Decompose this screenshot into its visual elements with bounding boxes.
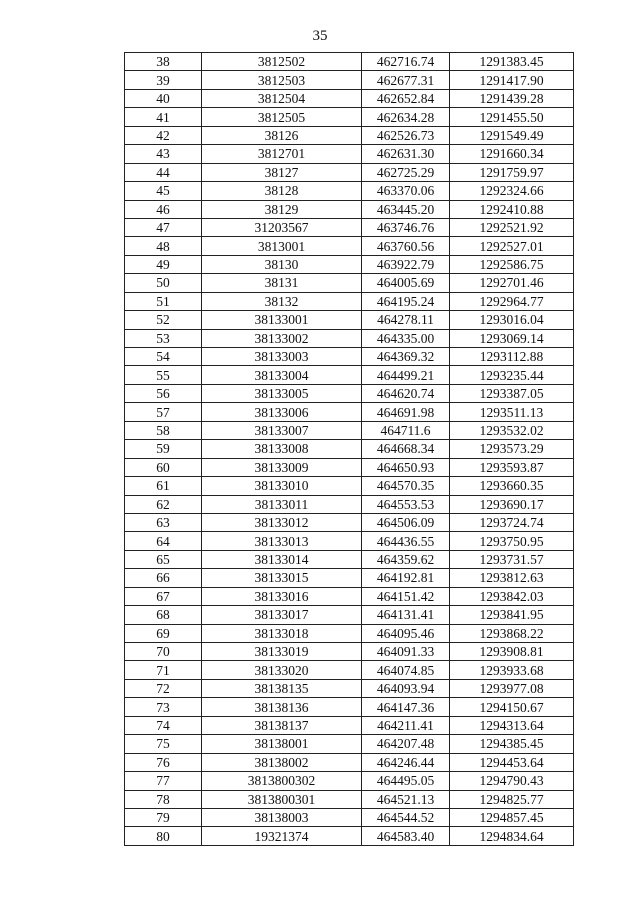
- y-coordinate-cell: 1293841.95: [450, 606, 574, 624]
- point-id-cell: 19321374: [202, 827, 362, 845]
- y-coordinate-cell: 1293016.04: [450, 311, 574, 329]
- x-coordinate-cell: 463746.76: [362, 218, 450, 236]
- table-row: [125, 182, 574, 200]
- row-number-cell: 45: [125, 182, 202, 200]
- y-coordinate-cell: 1291383.45: [450, 53, 574, 71]
- table-row: [125, 218, 574, 236]
- row-number-cell: 78: [125, 790, 202, 808]
- point-id-cell: 38133015: [202, 569, 362, 587]
- point-id-cell: 38133010: [202, 477, 362, 495]
- y-coordinate-cell: 1292527.01: [450, 237, 574, 255]
- point-id-cell: 38133004: [202, 366, 362, 384]
- table-row: [125, 513, 574, 531]
- row-number-cell: 43: [125, 145, 202, 163]
- x-coordinate-cell: 462716.74: [362, 53, 450, 71]
- x-coordinate-cell: 464436.55: [362, 532, 450, 550]
- table-row: [125, 329, 574, 347]
- x-coordinate-cell: 464495.05: [362, 772, 450, 790]
- point-id-cell: 38128: [202, 182, 362, 200]
- y-coordinate-cell: 1291660.34: [450, 145, 574, 163]
- y-coordinate-cell: 1294453.64: [450, 753, 574, 771]
- y-coordinate-cell: 1292701.46: [450, 274, 574, 292]
- table-row: [125, 348, 574, 366]
- row-number-cell: 55: [125, 366, 202, 384]
- y-coordinate-cell: 1292521.92: [450, 218, 574, 236]
- point-id-cell: 3812701: [202, 145, 362, 163]
- table-row: [125, 421, 574, 439]
- point-id-cell: 38133019: [202, 643, 362, 661]
- point-id-cell: 38131: [202, 274, 362, 292]
- y-coordinate-cell: 1293908.81: [450, 643, 574, 661]
- table-row: [125, 384, 574, 402]
- x-coordinate-cell: 464192.81: [362, 569, 450, 587]
- row-number-cell: 61: [125, 477, 202, 495]
- y-coordinate-cell: 1294790.43: [450, 772, 574, 790]
- point-id-cell: 31203567: [202, 218, 362, 236]
- y-coordinate-cell: 1293842.03: [450, 587, 574, 605]
- row-number-cell: 68: [125, 606, 202, 624]
- table-row: [125, 89, 574, 107]
- row-number-cell: 80: [125, 827, 202, 845]
- x-coordinate-cell: 464711.6: [362, 421, 450, 439]
- point-id-cell: 38133005: [202, 384, 362, 402]
- y-coordinate-cell: 1293933.68: [450, 661, 574, 679]
- x-coordinate-cell: 462634.28: [362, 108, 450, 126]
- x-coordinate-cell: 464335.00: [362, 329, 450, 347]
- y-coordinate-cell: 1293593.87: [450, 458, 574, 476]
- point-id-cell: 38133017: [202, 606, 362, 624]
- x-coordinate-cell: 464278.11: [362, 311, 450, 329]
- table-row: [125, 772, 574, 790]
- y-coordinate-cell: 1293812.63: [450, 569, 574, 587]
- row-number-cell: 46: [125, 200, 202, 218]
- y-coordinate-cell: 1293977.08: [450, 679, 574, 697]
- page-number: 35: [312, 28, 328, 44]
- coordinates-table: [124, 52, 574, 846]
- y-coordinate-cell: 1294857.45: [450, 808, 574, 826]
- table-row: [125, 366, 574, 384]
- row-number-cell: 73: [125, 698, 202, 716]
- x-coordinate-cell: 464691.98: [362, 403, 450, 421]
- y-coordinate-cell: 1293731.57: [450, 550, 574, 568]
- x-coordinate-cell: 463445.20: [362, 200, 450, 218]
- y-coordinate-cell: 1292586.75: [450, 255, 574, 273]
- table-row: [125, 53, 574, 71]
- table-row: [125, 753, 574, 771]
- point-id-cell: 38138001: [202, 735, 362, 753]
- y-coordinate-cell: 1294834.64: [450, 827, 574, 845]
- point-id-cell: 38127: [202, 163, 362, 181]
- row-number-cell: 74: [125, 716, 202, 734]
- row-number-cell: 72: [125, 679, 202, 697]
- y-coordinate-cell: 1291759.97: [450, 163, 574, 181]
- row-number-cell: 51: [125, 292, 202, 310]
- point-id-cell: 3812503: [202, 71, 362, 89]
- row-number-cell: 67: [125, 587, 202, 605]
- table-row: [125, 790, 574, 808]
- x-coordinate-cell: 464499.21: [362, 366, 450, 384]
- table-row: [125, 71, 574, 89]
- row-number-cell: 47: [125, 218, 202, 236]
- row-number-cell: 63: [125, 513, 202, 531]
- table-row: [125, 808, 574, 826]
- table-row: [125, 550, 574, 568]
- table-row: [125, 624, 574, 642]
- row-number-cell: 66: [125, 569, 202, 587]
- x-coordinate-cell: 464668.34: [362, 440, 450, 458]
- y-coordinate-cell: 1291417.90: [450, 71, 574, 89]
- table-row: [125, 311, 574, 329]
- y-coordinate-cell: 1294313.64: [450, 716, 574, 734]
- y-coordinate-cell: 1294825.77: [450, 790, 574, 808]
- point-id-cell: 38133014: [202, 550, 362, 568]
- y-coordinate-cell: 1291455.50: [450, 108, 574, 126]
- point-id-cell: 38133011: [202, 495, 362, 513]
- x-coordinate-cell: 464005.69: [362, 274, 450, 292]
- row-number-cell: 64: [125, 532, 202, 550]
- y-coordinate-cell: 1293532.02: [450, 421, 574, 439]
- row-number-cell: 76: [125, 753, 202, 771]
- x-coordinate-cell: 464583.40: [362, 827, 450, 845]
- y-coordinate-cell: 1293660.35: [450, 477, 574, 495]
- x-coordinate-cell: 462631.30: [362, 145, 450, 163]
- point-id-cell: 38138136: [202, 698, 362, 716]
- x-coordinate-cell: 464359.62: [362, 550, 450, 568]
- point-id-cell: 3812504: [202, 89, 362, 107]
- row-number-cell: 54: [125, 348, 202, 366]
- x-coordinate-cell: 464131.41: [362, 606, 450, 624]
- row-number-cell: 41: [125, 108, 202, 126]
- row-number-cell: 60: [125, 458, 202, 476]
- table-row: [125, 643, 574, 661]
- point-id-cell: 38126: [202, 126, 362, 144]
- y-coordinate-cell: 1293724.74: [450, 513, 574, 531]
- point-id-cell: 38133007: [202, 421, 362, 439]
- row-number-cell: 49: [125, 255, 202, 273]
- x-coordinate-cell: 463922.79: [362, 255, 450, 273]
- row-number-cell: 70: [125, 643, 202, 661]
- row-number-cell: 52: [125, 311, 202, 329]
- row-number-cell: 38: [125, 53, 202, 71]
- x-coordinate-cell: 464521.13: [362, 790, 450, 808]
- x-coordinate-cell: 463370.06: [362, 182, 450, 200]
- y-coordinate-cell: 1293750.95: [450, 532, 574, 550]
- x-coordinate-cell: 464147.36: [362, 698, 450, 716]
- x-coordinate-cell: 464620.74: [362, 384, 450, 402]
- y-coordinate-cell: 1293387.05: [450, 384, 574, 402]
- point-id-cell: 38133009: [202, 458, 362, 476]
- x-coordinate-cell: 462526.73: [362, 126, 450, 144]
- table-row: [125, 126, 574, 144]
- table-row: [125, 292, 574, 310]
- table-row: [125, 661, 574, 679]
- y-coordinate-cell: 1292324.66: [450, 182, 574, 200]
- point-id-cell: 3813800302: [202, 772, 362, 790]
- x-coordinate-cell: 464369.32: [362, 348, 450, 366]
- x-coordinate-cell: 464553.53: [362, 495, 450, 513]
- y-coordinate-cell: 1293690.17: [450, 495, 574, 513]
- row-number-cell: 57: [125, 403, 202, 421]
- y-coordinate-cell: 1292964.77: [450, 292, 574, 310]
- y-coordinate-cell: 1293112.88: [450, 348, 574, 366]
- table-row: [125, 255, 574, 273]
- table-row: [125, 606, 574, 624]
- point-id-cell: 38133018: [202, 624, 362, 642]
- point-id-cell: 38133020: [202, 661, 362, 679]
- table-row: [125, 108, 574, 126]
- table-row: [125, 569, 574, 587]
- row-number-cell: 48: [125, 237, 202, 255]
- table-row: [125, 827, 574, 845]
- x-coordinate-cell: 464506.09: [362, 513, 450, 531]
- x-coordinate-cell: 464207.48: [362, 735, 450, 753]
- point-id-cell: 38133003: [202, 348, 362, 366]
- point-id-cell: 38133002: [202, 329, 362, 347]
- table-row: [125, 735, 574, 753]
- row-number-cell: 77: [125, 772, 202, 790]
- table-row: [125, 403, 574, 421]
- row-number-cell: 65: [125, 550, 202, 568]
- table-row: [125, 458, 574, 476]
- y-coordinate-cell: 1293868.22: [450, 624, 574, 642]
- x-coordinate-cell: 464093.94: [362, 679, 450, 697]
- row-number-cell: 40: [125, 89, 202, 107]
- point-id-cell: 3812505: [202, 108, 362, 126]
- y-coordinate-cell: 1294150.67: [450, 698, 574, 716]
- point-id-cell: 38133006: [202, 403, 362, 421]
- y-coordinate-cell: 1293511.13: [450, 403, 574, 421]
- row-number-cell: 69: [125, 624, 202, 642]
- x-coordinate-cell: 462652.84: [362, 89, 450, 107]
- row-number-cell: 56: [125, 384, 202, 402]
- x-coordinate-cell: 464074.85: [362, 661, 450, 679]
- point-id-cell: 3813800301: [202, 790, 362, 808]
- x-coordinate-cell: 464246.44: [362, 753, 450, 771]
- row-number-cell: 39: [125, 71, 202, 89]
- table-row: [125, 495, 574, 513]
- table-row: [125, 477, 574, 495]
- row-number-cell: 53: [125, 329, 202, 347]
- y-coordinate-cell: 1293069.14: [450, 329, 574, 347]
- x-coordinate-cell: 462677.31: [362, 71, 450, 89]
- row-number-cell: 42: [125, 126, 202, 144]
- x-coordinate-cell: 464095.46: [362, 624, 450, 642]
- point-id-cell: 3812502: [202, 53, 362, 71]
- table-row: [125, 200, 574, 218]
- x-coordinate-cell: 464211.41: [362, 716, 450, 734]
- row-number-cell: 44: [125, 163, 202, 181]
- table-row: [125, 698, 574, 716]
- point-id-cell: 38132: [202, 292, 362, 310]
- point-id-cell: 38133013: [202, 532, 362, 550]
- row-number-cell: 71: [125, 661, 202, 679]
- x-coordinate-cell: 464195.24: [362, 292, 450, 310]
- table-row: [125, 237, 574, 255]
- x-coordinate-cell: 464091.33: [362, 643, 450, 661]
- table-row: [125, 440, 574, 458]
- y-coordinate-cell: 1293235.44: [450, 366, 574, 384]
- table-row: [125, 716, 574, 734]
- point-id-cell: 38138003: [202, 808, 362, 826]
- x-coordinate-cell: 464650.93: [362, 458, 450, 476]
- x-coordinate-cell: 462725.29: [362, 163, 450, 181]
- point-id-cell: 38133016: [202, 587, 362, 605]
- row-number-cell: 75: [125, 735, 202, 753]
- table-row: [125, 145, 574, 163]
- point-id-cell: 38133008: [202, 440, 362, 458]
- point-id-cell: 38130: [202, 255, 362, 273]
- row-number-cell: 59: [125, 440, 202, 458]
- point-id-cell: 38133012: [202, 513, 362, 531]
- table-row: [125, 679, 574, 697]
- y-coordinate-cell: 1291549.49: [450, 126, 574, 144]
- y-coordinate-cell: 1293573.29: [450, 440, 574, 458]
- table-row: [125, 274, 574, 292]
- point-id-cell: 38138002: [202, 753, 362, 771]
- row-number-cell: 50: [125, 274, 202, 292]
- point-id-cell: 38133001: [202, 311, 362, 329]
- row-number-cell: 58: [125, 421, 202, 439]
- x-coordinate-cell: 464544.52: [362, 808, 450, 826]
- x-coordinate-cell: 464151.42: [362, 587, 450, 605]
- point-id-cell: 38138137: [202, 716, 362, 734]
- point-id-cell: 3813001: [202, 237, 362, 255]
- x-coordinate-cell: 464570.35: [362, 477, 450, 495]
- y-coordinate-cell: 1294385.45: [450, 735, 574, 753]
- x-coordinate-cell: 463760.56: [362, 237, 450, 255]
- row-number-cell: 62: [125, 495, 202, 513]
- table-body: [125, 53, 574, 846]
- row-number-cell: 79: [125, 808, 202, 826]
- y-coordinate-cell: 1291439.28: [450, 89, 574, 107]
- table-row: [125, 532, 574, 550]
- point-id-cell: 38138135: [202, 679, 362, 697]
- table-row: [125, 163, 574, 181]
- y-coordinate-cell: 1292410.88: [450, 200, 574, 218]
- point-id-cell: 38129: [202, 200, 362, 218]
- table-row: [125, 587, 574, 605]
